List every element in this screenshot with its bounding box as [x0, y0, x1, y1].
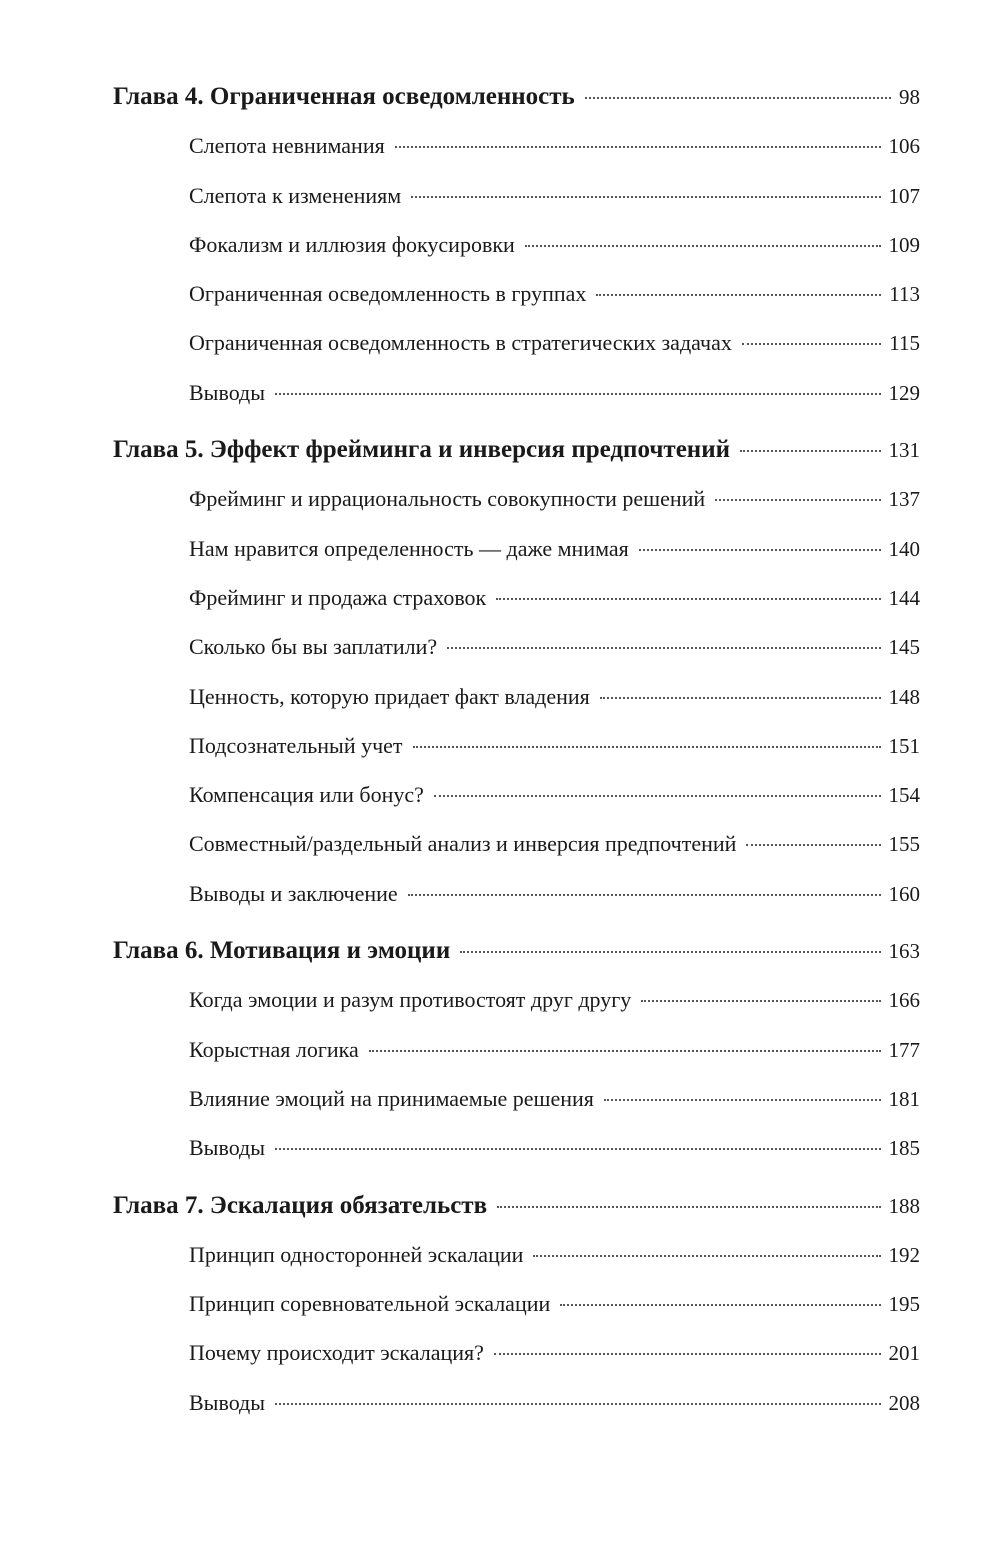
entry-title: Выводы: [189, 1389, 266, 1415]
entry-title: Ограниченная осведомленность в стратегических задачах: [189, 330, 732, 356]
dot-leader: [600, 697, 881, 699]
entry-label: [189, 524, 629, 573]
page-number: 166: [888, 988, 920, 1013]
entry-title: Выводы и заключение: [189, 880, 398, 906]
page-number: 140: [888, 536, 920, 561]
entry-label: [189, 220, 515, 269]
toc-section-entry: [0, 269, 1000, 318]
dot-leader: [496, 598, 880, 600]
toc-section-entry: [0, 1328, 1000, 1377]
entry-title: Совместный/раздельный анализ и инверсия предпочтений: [189, 831, 737, 857]
page-number: 154: [888, 783, 920, 808]
page-number: 188: [888, 1193, 920, 1218]
entry-title: Фрейминг и иррациональность совокупности решений: [189, 486, 706, 512]
entry-title: Подсознательный учет: [189, 732, 403, 758]
page-number: 148: [888, 684, 920, 709]
entry-title: Эскалация обязательств: [209, 1191, 488, 1219]
entry-title: Влияние эмоций на принимаемые решения: [189, 1085, 594, 1111]
entry-label: [189, 1279, 550, 1328]
page-number: 98: [899, 85, 920, 109]
page-number: 144: [888, 585, 920, 610]
toc-section-entry: [0, 721, 1000, 770]
page-number: 201: [888, 1341, 920, 1366]
toc-section-entry: [0, 573, 1000, 622]
dot-leader: [742, 343, 881, 345]
toc-chapter-entry: [0, 72, 1000, 121]
entry-label: [189, 1123, 265, 1172]
entry-label: [113, 425, 730, 474]
dot-leader: [275, 1403, 880, 1405]
table-of-contents: [0, 72, 1000, 1427]
dot-leader: [639, 549, 881, 551]
dot-leader: [604, 1099, 881, 1101]
toc-section-entry: [0, 975, 1000, 1024]
toc-section-entry: [0, 1230, 1000, 1279]
dot-leader: [494, 1353, 881, 1355]
dot-leader: [460, 951, 880, 953]
page-number: 107: [888, 183, 920, 208]
page-number: 195: [888, 1292, 920, 1317]
entry-title: Ограниченная осведомленность в группах: [189, 281, 587, 307]
dot-leader: [411, 196, 880, 198]
toc-section-entry: [0, 1074, 1000, 1123]
entry-label: [189, 1025, 359, 1074]
dot-leader: [408, 894, 881, 896]
page-number: 163: [888, 939, 920, 964]
entry-title: Компенсация или бонус?: [189, 782, 424, 808]
entry-title: Почему происходит эскалация?: [189, 1340, 484, 1366]
page-number: 106: [888, 134, 920, 159]
dot-leader: [413, 746, 881, 748]
toc-section-entry: [0, 121, 1000, 170]
entry-title: Сколько бы вы заплатили?: [189, 634, 438, 660]
chapter-number: Глава 5.: [113, 436, 204, 464]
entry-title: Выводы: [189, 1135, 266, 1161]
entry-title: Фрейминг и продажа страховок: [189, 584, 487, 610]
toc-chapter-entry: [0, 425, 1000, 474]
page-number: 115: [889, 331, 920, 356]
dot-leader: [533, 1255, 880, 1257]
chapter-number: Глава 7.: [113, 1191, 204, 1219]
dot-leader: [585, 97, 891, 99]
entry-label: [189, 171, 401, 220]
entry-title: Мотивация и эмоции: [209, 937, 451, 965]
dot-leader: [434, 795, 881, 797]
dot-leader: [641, 1000, 880, 1002]
entry-label: [189, 1378, 265, 1427]
toc-section-entry: [0, 1279, 1000, 1328]
toc-chapter-entry: [0, 1181, 1000, 1230]
entry-label: [189, 869, 398, 918]
toc-section-entry: [0, 1123, 1000, 1172]
toc-section-entry: [0, 318, 1000, 367]
page-number: 177: [888, 1037, 920, 1062]
page-number: 181: [888, 1086, 920, 1111]
toc-section-entry: [0, 171, 1000, 220]
entry-label: [189, 1230, 523, 1279]
dot-leader: [275, 1148, 880, 1150]
dot-leader: [275, 393, 880, 395]
entry-title: Фокализм и иллюзия фокусировки: [189, 231, 515, 257]
toc-section-entry: [0, 819, 1000, 868]
page-number: 137: [888, 487, 920, 512]
entry-title: Нам нравится определенность — даже мнимая: [189, 535, 629, 561]
entry-title: Принцип односторонней эскалации: [189, 1241, 524, 1267]
entry-label: [189, 318, 732, 367]
entry-label: [113, 926, 450, 975]
entry-label: [189, 975, 631, 1024]
entry-label: [189, 368, 265, 417]
entry-label: [189, 573, 486, 622]
dot-leader: [447, 647, 880, 649]
toc-section-entry: [0, 1025, 1000, 1074]
toc-section-entry: [0, 220, 1000, 269]
chapter-number: Глава 4.: [113, 83, 204, 110]
entry-label: [113, 72, 575, 121]
entry-title: Корыстная логика: [189, 1036, 359, 1062]
entry-title: Ограниченная осведомленность: [209, 83, 575, 110]
dot-leader: [740, 450, 880, 452]
entry-title: Ценность, которую придает факт владения: [189, 683, 590, 709]
page-number: 208: [888, 1390, 920, 1415]
toc-chapter-entry: [0, 926, 1000, 975]
entry-label: [113, 1181, 487, 1230]
entry-title: Когда эмоции и разум противостоят друг другу: [189, 987, 632, 1013]
dot-leader: [715, 499, 880, 501]
dot-leader: [596, 294, 881, 296]
toc-section-entry: [0, 869, 1000, 918]
page-number: 145: [888, 635, 920, 660]
entry-label: [189, 269, 586, 318]
entry-label: [189, 1328, 484, 1377]
entry-label: [189, 121, 385, 170]
toc-section-entry: [0, 770, 1000, 819]
page-number: 151: [888, 733, 920, 758]
dot-leader: [525, 245, 881, 247]
toc-section-entry: [0, 368, 1000, 417]
entry-title: Эффект фрейминга и инверсия предпочтений: [209, 436, 731, 464]
entry-label: [189, 721, 403, 770]
page-number: 113: [889, 282, 920, 307]
entry-title: Слепота к изменениям: [189, 182, 402, 208]
toc-section-entry: [0, 1378, 1000, 1427]
dot-leader: [746, 844, 880, 846]
toc-section-entry: [0, 622, 1000, 671]
entry-label: [189, 672, 590, 721]
page-number: 109: [888, 232, 920, 257]
entry-title: Слепота невнимания: [189, 133, 385, 159]
toc-section-entry: [0, 524, 1000, 573]
chapter-number: Глава 6.: [113, 937, 204, 965]
page-number: 131: [888, 438, 920, 463]
entry-label: [189, 622, 437, 671]
page-number: 129: [888, 380, 920, 405]
entry-title: Выводы: [189, 379, 266, 405]
entry-label: [189, 474, 705, 523]
entry-label: [189, 819, 736, 868]
entry-label: [189, 1074, 594, 1123]
toc-section-entry: [0, 474, 1000, 523]
entry-title: Принцип соревновательной эскалации: [189, 1291, 551, 1317]
dot-leader: [369, 1050, 881, 1052]
entry-label: [189, 770, 424, 819]
page-number: 185: [888, 1136, 920, 1161]
dot-leader: [395, 146, 881, 148]
page-number: 155: [888, 832, 920, 857]
page-number: 160: [888, 881, 920, 906]
dot-leader: [497, 1206, 880, 1208]
toc-section-entry: [0, 672, 1000, 721]
page-number: 192: [888, 1242, 920, 1267]
dot-leader: [560, 1304, 880, 1306]
